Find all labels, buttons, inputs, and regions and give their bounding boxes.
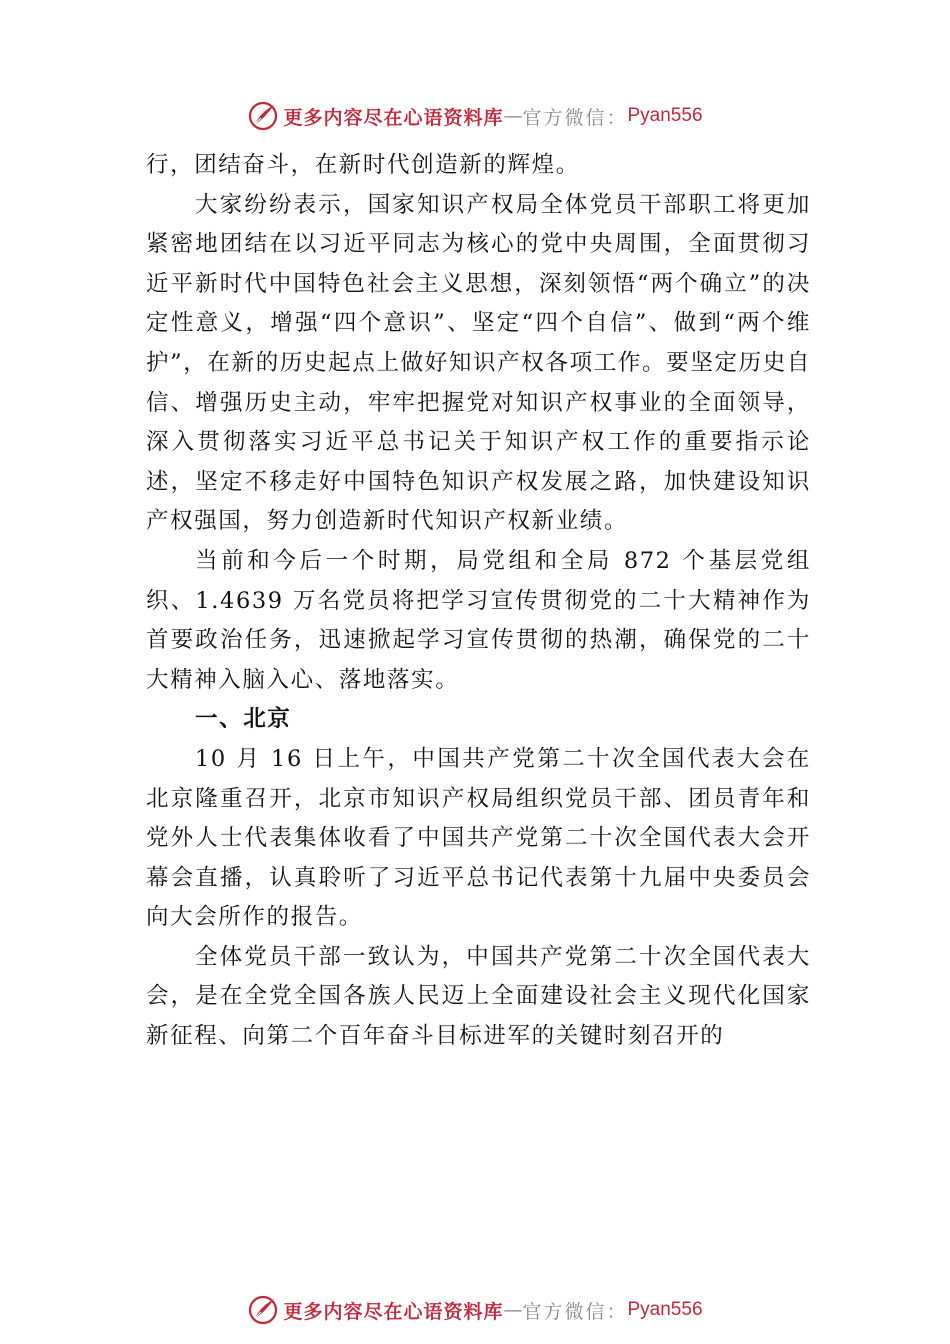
header-dash: — [503,105,523,127]
header-wechat-label: 官方微信： [522,106,628,129]
section-heading: 一、北京 [195,706,292,733]
footer-wechat-label: 官方微信： [522,1300,628,1323]
footer-banner [0,1290,950,1330]
footer-dash: — [503,1299,523,1321]
quill-logo-icon [247,100,279,132]
footer-brand-text: 更多内容尽在心语资料库 [283,1300,504,1323]
paragraph-3: 当前和今后一个时期，局党组和全局 872 个基层党组织、1.4639 万名党员将把学习宣传贯彻党的二十大精神作为首要政治任务，迅速掀起学习宣传贯彻的热潮，确保党的二十大精神入脑入心、落地落实。 [146,547,811,693]
header-wechat-id: Pyan556 [627,105,703,126]
header-banner [0,96,950,136]
paragraph-5: 全体党员干部一致认为，中国共产党第二十次全国代表大会，是在全党全国各族人民迈上全面建设社会主义现代化国家新征程、向第二个百年奋斗目标进军的关键时刻召开的 [146,943,811,1050]
header-brand-text: 更多内容尽在心语资料库 [283,106,504,129]
paragraph-1: 行，团结奋斗，在新时代创造新的辉煌。 [146,152,580,178]
paragraph-4: 10 月 16 日上午，中国共产党第二十次全国代表大会在北京隆重召开，北京市知识产权局组织党员干部、团员青年和党外人士代表集体收看了中国共产党第二十次全国代表大会开幕会直播，认真聆听了习近平总书记代表第十九届中央委员会向大会所作的报告。 [146,745,811,931]
footer-wechat-id: Pyan556 [627,1299,703,1320]
document-body [146,146,811,1057]
paragraph-2: 大家纷纷表示，国家知识产权局全体党员干部职工将更加紧密地团结在以习近平同志为核心的党中央周围，全面贯彻习近平新时代中国特色社会主义思想，深刻领悟“两个确立”的决定性意义，增强“四个意识”、坚定“四个自信”、做到“两个维护”，在新的历史起点上做好知识产权各项工作。要坚定历史自信、增强历史主动，牢牢把握党对知识产权事业的全面领导，深入贯彻落实习近平总书记关于知识产权工作的重要指示论述，坚定不移走好中国特色知识产权发展之路，加快建设知识产权强国，努力创造新时代知识产权新业绩。 [146,191,811,535]
quill-logo-icon [247,1294,279,1326]
